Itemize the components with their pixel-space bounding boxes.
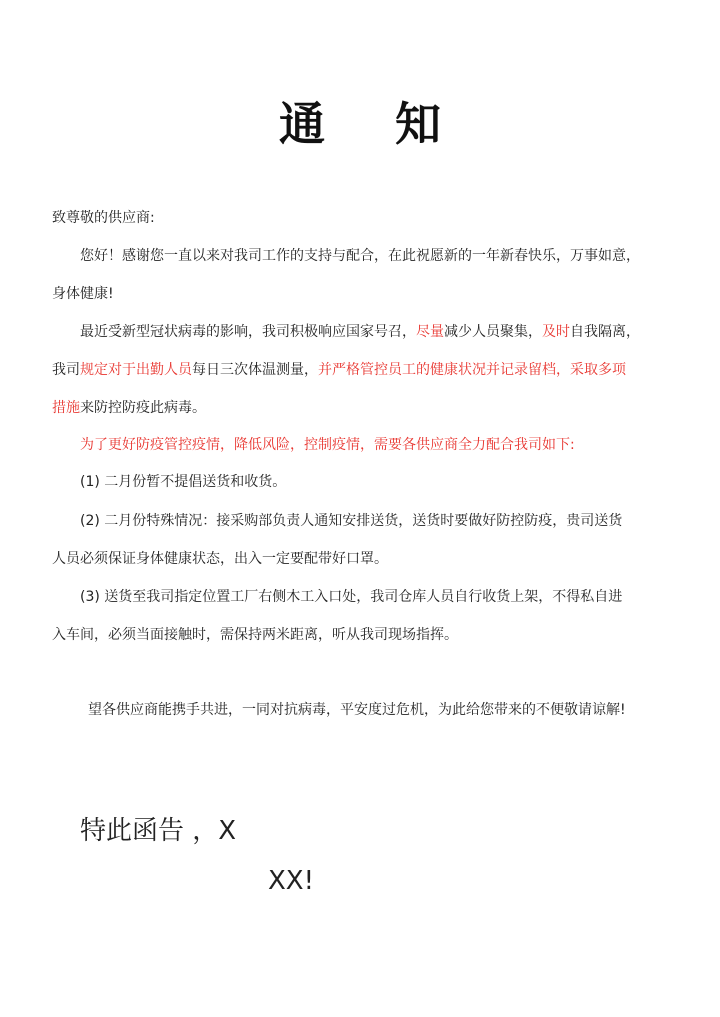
p2-highlight: 及时 — [542, 324, 570, 340]
item-2-line-1: (2) 二月份特殊情况：接采购部负责人通知安排送货，送货时要做好防控防疫，贵司送货 — [80, 513, 623, 529]
p2-text: 来防控防疫此病毒。 — [80, 400, 206, 416]
p2-text: 我司 — [52, 362, 80, 378]
sign-off-line-2: XX! — [268, 866, 315, 896]
salutation: 致尊敬的供应商: — [52, 210, 155, 226]
paragraph-2-line-1 — [80, 322, 696, 342]
p2-text: 减少人员聚集， — [444, 324, 542, 340]
p2-highlight: 规定对于出勤人员 — [80, 362, 192, 378]
item-3-line-1: (3) 送货至我司指定位置工厂右侧木工入口处，我司仓库人员自行收货上架，不得私自进 — [80, 589, 623, 605]
title-char-2: 知 — [395, 97, 441, 151]
paragraph-1-line-1: 您好！感谢您一直以来对我司工作的支持与配合，在此祝愿新的一年新春快乐，万事如意， — [80, 248, 640, 264]
item-1: (1) 二月份暂不提倡送货和收货。 — [80, 474, 287, 490]
p2-text: 自我隔离， — [570, 324, 640, 340]
p2-highlight: 并严格管控员工的健康状况并记录留档，采取多项 — [318, 362, 626, 378]
notice-title — [0, 88, 720, 154]
item-2-line-2: 人员必须保证身体健康状态，出入一定要配带好口罩。 — [52, 551, 388, 567]
paragraph-1-line-2: 身体健康! — [52, 286, 114, 302]
closing-paragraph: 望各供应商能携手共进，一同对抗病毒，平安度过危机，为此给您带来的不便敬请谅解! — [88, 702, 626, 718]
paragraph-2-line-2 — [52, 360, 668, 380]
paragraph-2-line-3 — [52, 398, 668, 418]
paragraph-3-line-1: 为了更好防疫管控疫情，降低风险，控制疫情，需要各供应商全力配合我司如下: — [80, 437, 575, 453]
p2-text: 最近受新型冠状病毒的影响，我司积极响应国家号召， — [80, 324, 416, 340]
p2-highlight: 尽量 — [416, 324, 444, 340]
p2-text: 每日三次体温测量， — [192, 362, 318, 378]
p2-highlight: 措施 — [52, 400, 80, 416]
sign-off-line-1: 特此函告 ，X — [80, 816, 237, 846]
title-char-1: 通 — [279, 97, 325, 151]
item-3-line-2: 入车间，必须当面接触时，需保持两米距离，听从我司现场指挥。 — [52, 627, 458, 643]
